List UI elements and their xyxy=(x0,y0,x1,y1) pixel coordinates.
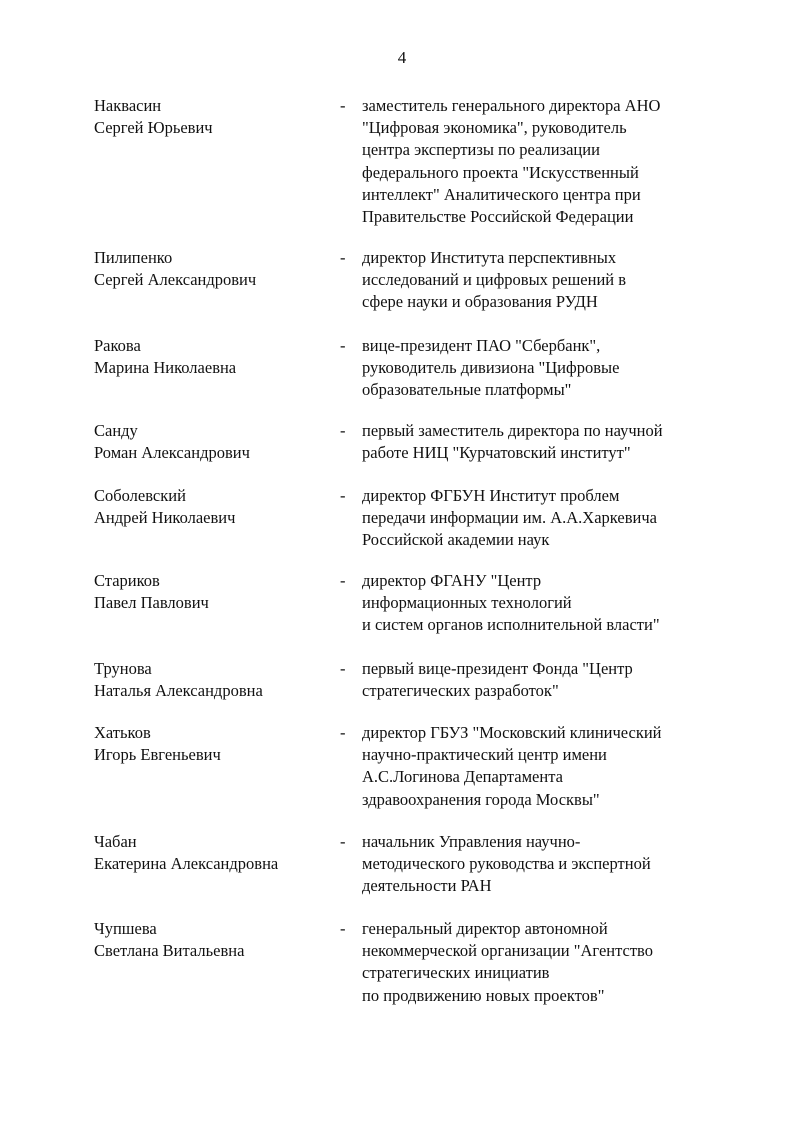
member-name xyxy=(94,420,334,464)
separator-dash: - xyxy=(340,336,346,355)
separator-dash: - xyxy=(340,723,346,742)
position-line: по продвижению новых проектов" xyxy=(362,985,605,1005)
separator-dash: - xyxy=(340,571,346,590)
position-line: образовательные платформы" xyxy=(362,380,572,400)
member-position xyxy=(362,570,782,637)
member-given-names: Игорь Евгеньевич xyxy=(94,745,221,764)
position-line: Правительстве Российской Федерации xyxy=(362,207,634,227)
member-name xyxy=(94,658,334,702)
member-given-names: Сергей Александрович xyxy=(94,270,257,289)
member-given-names: Сергей Юрьевич xyxy=(94,118,213,137)
position-line: некоммерческой организации "Агентство xyxy=(362,941,653,961)
member-given-names: Марина Николаевна xyxy=(94,358,237,377)
member-surname: Наквасин xyxy=(94,96,162,115)
position-line: информационных технологий xyxy=(362,593,572,613)
member-name xyxy=(94,918,334,962)
position-line: стратегических инициатив xyxy=(362,963,550,983)
member-position xyxy=(362,658,782,702)
position-line: руководитель дивизиона "Цифровые xyxy=(362,358,620,378)
separator-dash: - xyxy=(340,96,346,115)
position-line: деятельности РАН xyxy=(362,876,492,896)
position-line: федерального проекта "Искусственный xyxy=(362,162,639,182)
position-line: вице-президент ПАО "Сбербанк", xyxy=(362,336,601,355)
member-position xyxy=(362,485,782,552)
position-line: передачи информации им. А.А.Харкевича xyxy=(362,508,657,528)
position-line: Российской академии наук xyxy=(362,530,550,550)
member-name xyxy=(94,95,334,139)
member-name xyxy=(94,831,334,875)
position-line: работе НИЦ "Курчатовский институт" xyxy=(362,443,631,463)
position-line: здравоохранения города Москвы" xyxy=(362,789,600,809)
member-surname: Санду xyxy=(94,421,138,440)
position-line: первый заместитель директора по научной xyxy=(362,421,663,440)
position-line: научно-практический центр имени xyxy=(362,745,607,765)
member-given-names: Светлана Витальевна xyxy=(94,941,245,960)
separator-dash: - xyxy=(340,832,346,851)
separator-dash: - xyxy=(340,659,346,678)
position-line: директор Института перспективных xyxy=(362,248,617,267)
member-name xyxy=(94,570,334,614)
position-line: интеллект" Аналитического центра при xyxy=(362,184,641,204)
member-name xyxy=(94,335,334,379)
member-surname: Ракова xyxy=(94,336,141,355)
position-line: директор ФГАНУ "Центр xyxy=(362,571,542,590)
member-given-names: Андрей Николаевич xyxy=(94,508,236,527)
separator-dash: - xyxy=(340,421,346,440)
member-position xyxy=(362,420,782,464)
position-line: методического руководства и экспертной xyxy=(362,854,651,874)
member-given-names: Екатерина Александровна xyxy=(94,854,279,873)
member-surname: Соболевский xyxy=(94,486,186,505)
position-line: первый вице-президент Фонда "Центр xyxy=(362,659,633,678)
member-given-names: Павел Павлович xyxy=(94,593,209,612)
member-surname: Чабан xyxy=(94,832,137,851)
position-line: директор ГБУЗ "Московский клинический xyxy=(362,723,662,742)
position-line: начальник Управления научно- xyxy=(362,832,581,851)
position-line: стратегических разработок" xyxy=(362,681,559,701)
separator-dash: - xyxy=(340,248,346,267)
member-position xyxy=(362,247,782,314)
position-line: сфере науки и образования РУДН xyxy=(362,292,598,312)
member-name xyxy=(94,247,334,291)
member-surname: Пилипенко xyxy=(94,248,173,267)
member-name xyxy=(94,722,334,766)
position-line: "Цифровая экономика", руководитель xyxy=(362,118,627,138)
member-position xyxy=(362,722,782,811)
member-surname: Чупшева xyxy=(94,919,157,938)
separator-dash: - xyxy=(340,486,346,505)
position-line: центра экспертизы по реализации xyxy=(362,140,600,160)
separator-dash: - xyxy=(340,919,346,938)
position-line: заместитель генерального директора АНО xyxy=(362,96,661,115)
member-surname: Хатьков xyxy=(94,723,151,742)
member-surname: Трунова xyxy=(94,659,152,678)
member-position xyxy=(362,335,782,402)
page-number: 4 xyxy=(397,48,407,67)
member-given-names: Наталья Александровна xyxy=(94,681,263,700)
member-surname: Стариков xyxy=(94,571,160,590)
position-line: генеральный директор автономной xyxy=(362,919,608,938)
member-name xyxy=(94,485,334,529)
position-line: А.С.Логинова Департамента xyxy=(362,767,563,787)
member-position xyxy=(362,918,782,1007)
member-given-names: Роман Александрович xyxy=(94,443,250,462)
position-line: исследований и цифровых решений в xyxy=(362,270,627,290)
position-line: директор ФГБУН Институт проблем xyxy=(362,486,620,505)
member-position xyxy=(362,831,782,898)
member-position xyxy=(362,95,782,228)
position-line: и систем органов исполнительной власти" xyxy=(362,615,660,635)
